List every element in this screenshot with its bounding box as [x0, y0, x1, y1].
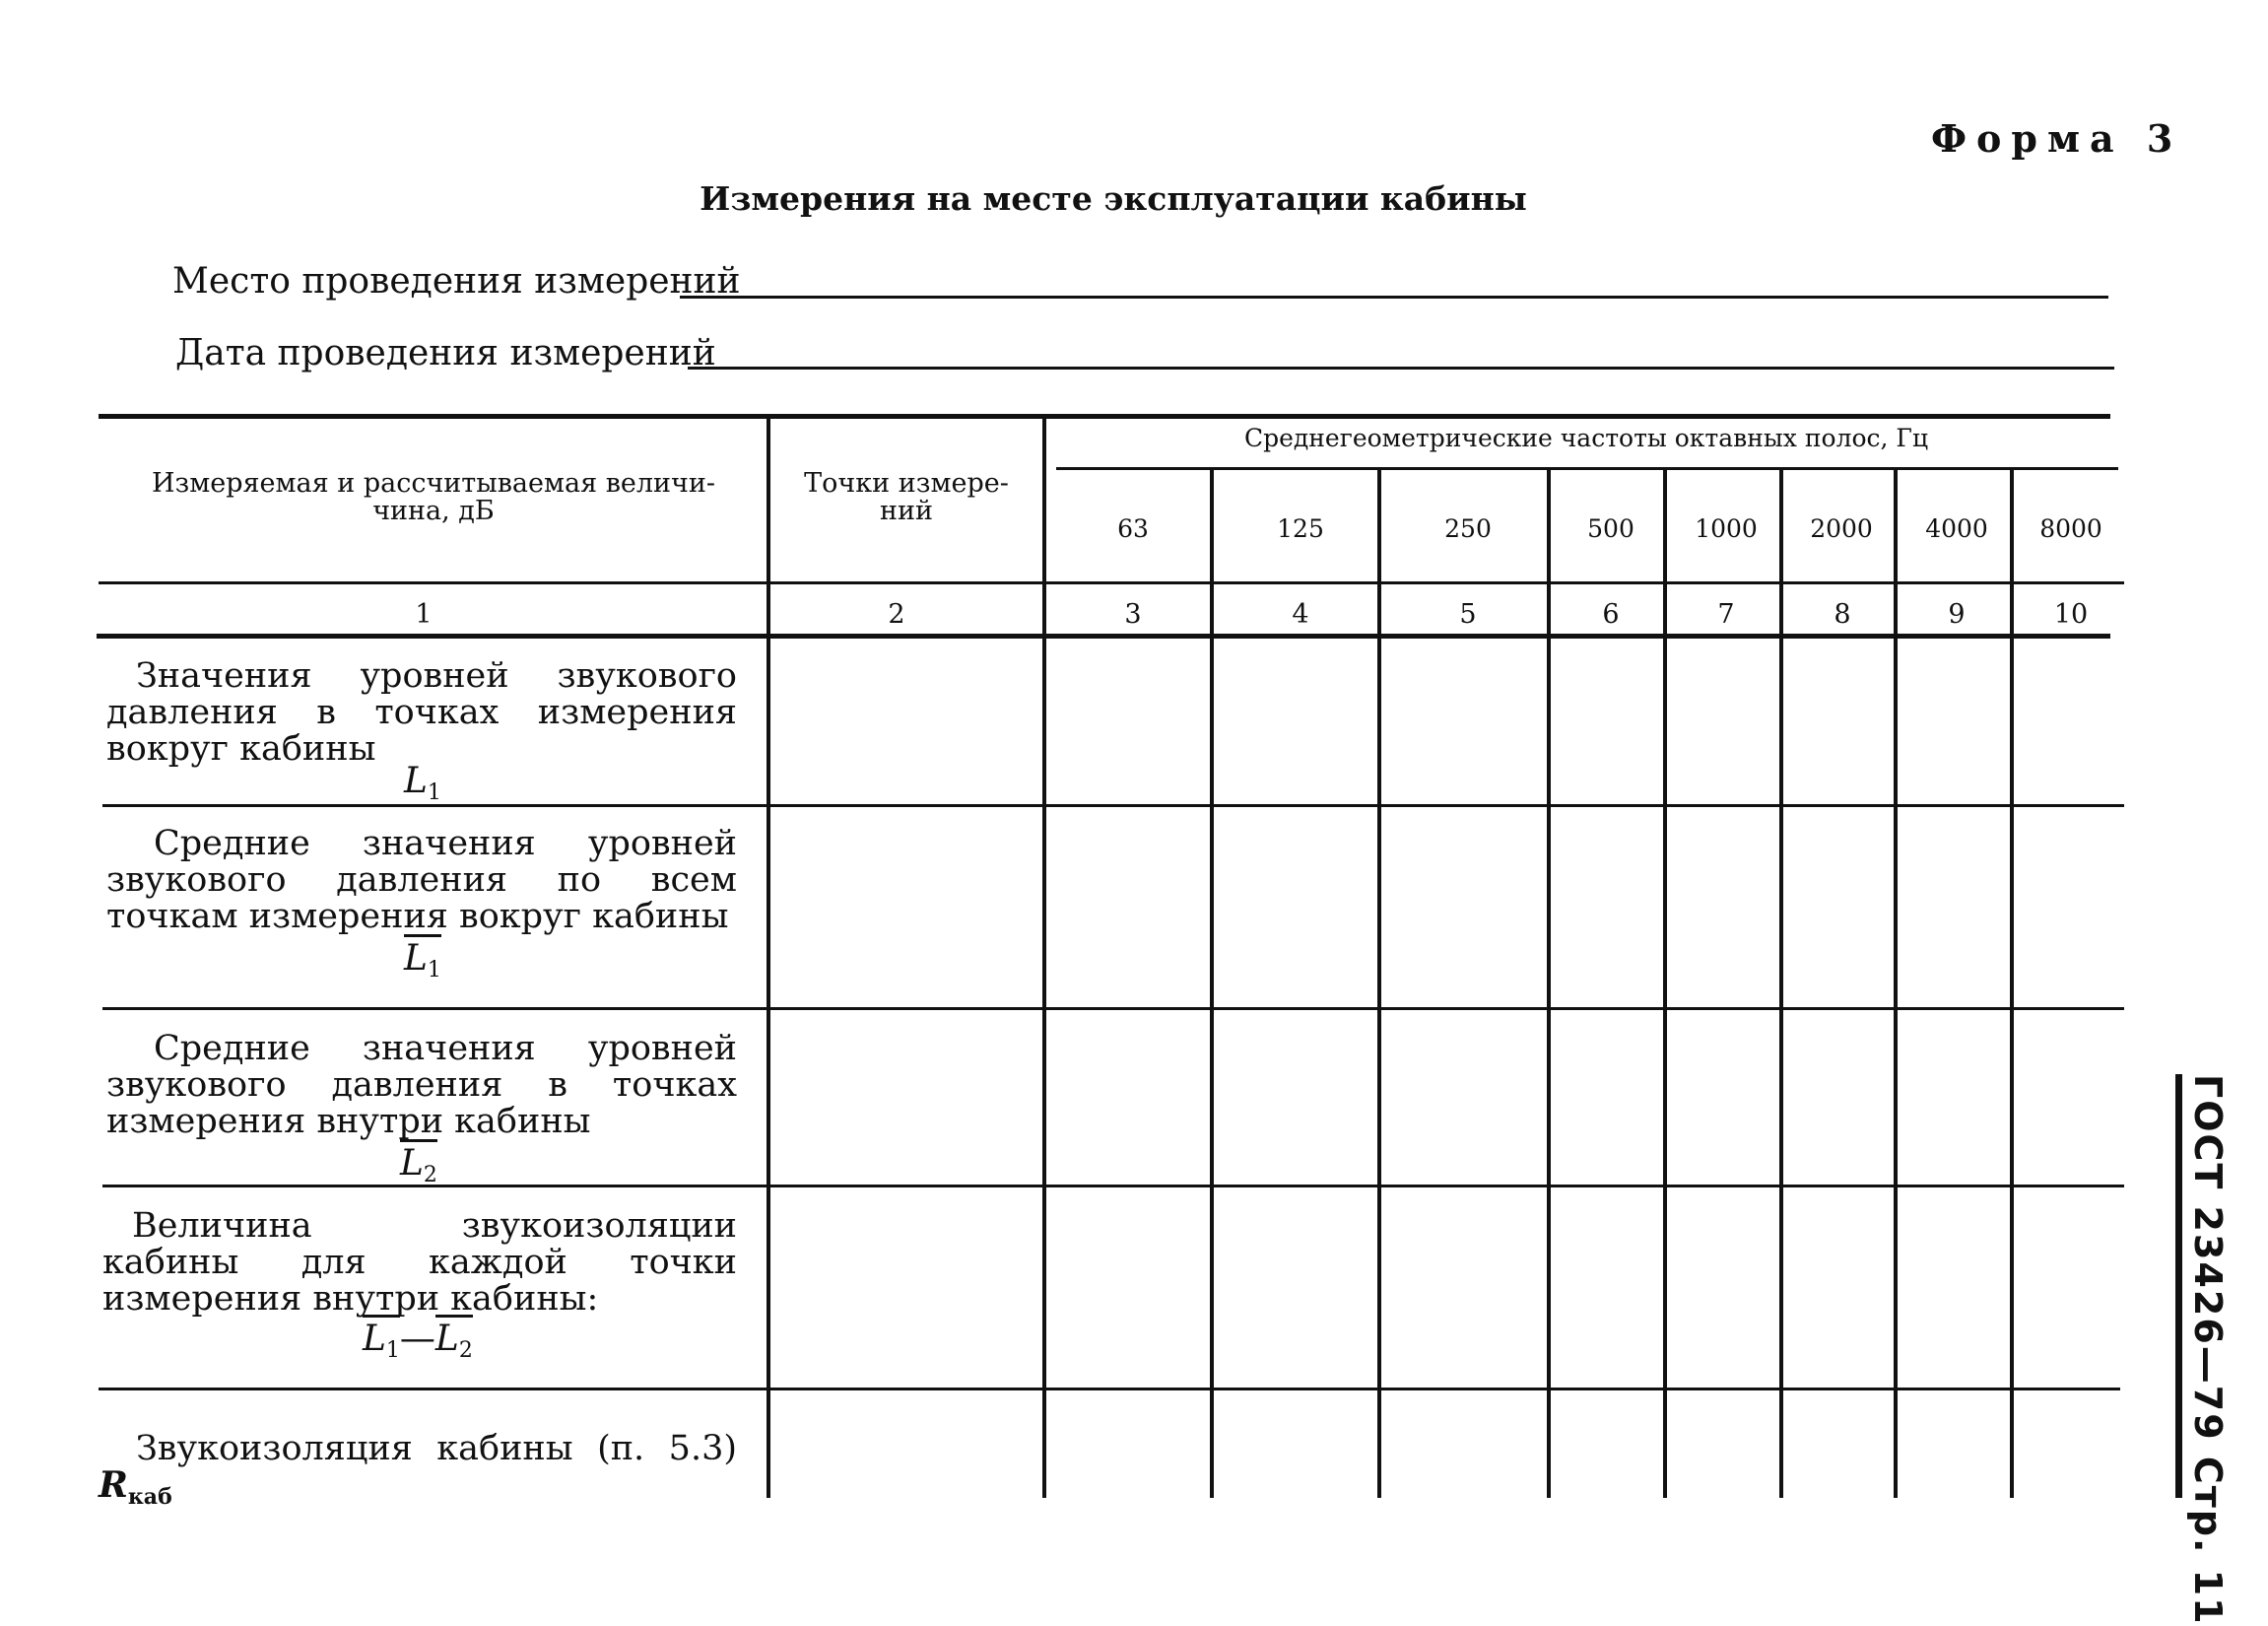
colnum-3: 3	[1124, 599, 1142, 630]
colnum-5: 5	[1459, 599, 1477, 630]
freq-500: 500	[1587, 514, 1634, 543]
freq-header-underline	[1056, 467, 2118, 470]
col-divider-2	[1042, 418, 1046, 1498]
colnum-1: 1	[415, 599, 433, 630]
colnum-7: 7	[1717, 599, 1735, 630]
col2-header: Точки измере-ний	[804, 468, 1009, 527]
freq-63: 63	[1117, 514, 1149, 543]
row1-symbol: $L_1$	[404, 761, 441, 805]
gost-page-note: ГОСТ 23426—79 Стр. 11	[2186, 1074, 2230, 1626]
col-divider-8	[1894, 469, 1898, 1498]
row4-rule	[99, 1388, 2120, 1390]
colnum-6: 6	[1602, 599, 1620, 630]
col1-header: Измеряемая и рассчитываемая величи-чина, дБ	[151, 468, 716, 527]
header-rule	[99, 581, 2124, 584]
column-number-rule	[97, 634, 2110, 639]
col-divider-7	[1779, 469, 1783, 1498]
place-label: Место проведения измерений	[172, 261, 741, 302]
col-divider-9	[2010, 469, 2014, 1498]
freq-header: Среднегеометрические частоты октавных полос, Гц	[1243, 424, 1929, 452]
colnum-10: 10	[2053, 599, 2089, 630]
freq-8000: 8000	[2039, 514, 2102, 543]
col-divider-5	[1547, 469, 1551, 1498]
colnum-2: 2	[888, 599, 905, 630]
freq-250: 250	[1444, 514, 1492, 543]
col-divider-1	[767, 418, 770, 1498]
row2-symbol: $L_1$	[404, 938, 441, 982]
row1-label: Значения уровней звукового давления в точках измерения вокруг кабины	[106, 656, 737, 769]
freq-4000: 4000	[1925, 514, 1988, 543]
page-title: Измерения на месте эксплуатации кабины	[700, 179, 1527, 218]
row3-label: Средние значения уровней звукового давления в точках измерения внутри кабины	[106, 1029, 737, 1141]
freq-2000: 2000	[1810, 514, 1873, 543]
row2-label: Средние значения уровней звукового давления по всем точкам измерения вокруг кабины	[106, 824, 737, 936]
freq-125: 125	[1277, 514, 1324, 543]
row5-label: Звукоизоляция кабины (п. 5.3)	[136, 1429, 737, 1468]
colnum-9: 9	[1948, 599, 1966, 630]
colnum-4: 4	[1292, 599, 1309, 630]
colnum-8: 8	[1834, 599, 1851, 630]
col-divider-6	[1663, 469, 1667, 1498]
row3-symbol: $L_2$	[400, 1143, 437, 1187]
row2-rule	[102, 1007, 2124, 1010]
row4-symbol: $L_1—L_2$	[363, 1319, 473, 1363]
row4-label: Величина звукоизоляции кабины для каждой точки измерения внутри кабины:	[102, 1206, 737, 1319]
form-number: Форма 3	[1931, 116, 2183, 161]
col-divider-4	[1377, 469, 1381, 1498]
date-label: Дата проведения измерений	[175, 333, 716, 373]
freq-1000: 1000	[1695, 514, 1758, 543]
table-top-border	[99, 414, 2110, 419]
col-divider-3	[1210, 469, 1214, 1498]
row5-symbol: $R_{каб}$	[99, 1464, 172, 1510]
